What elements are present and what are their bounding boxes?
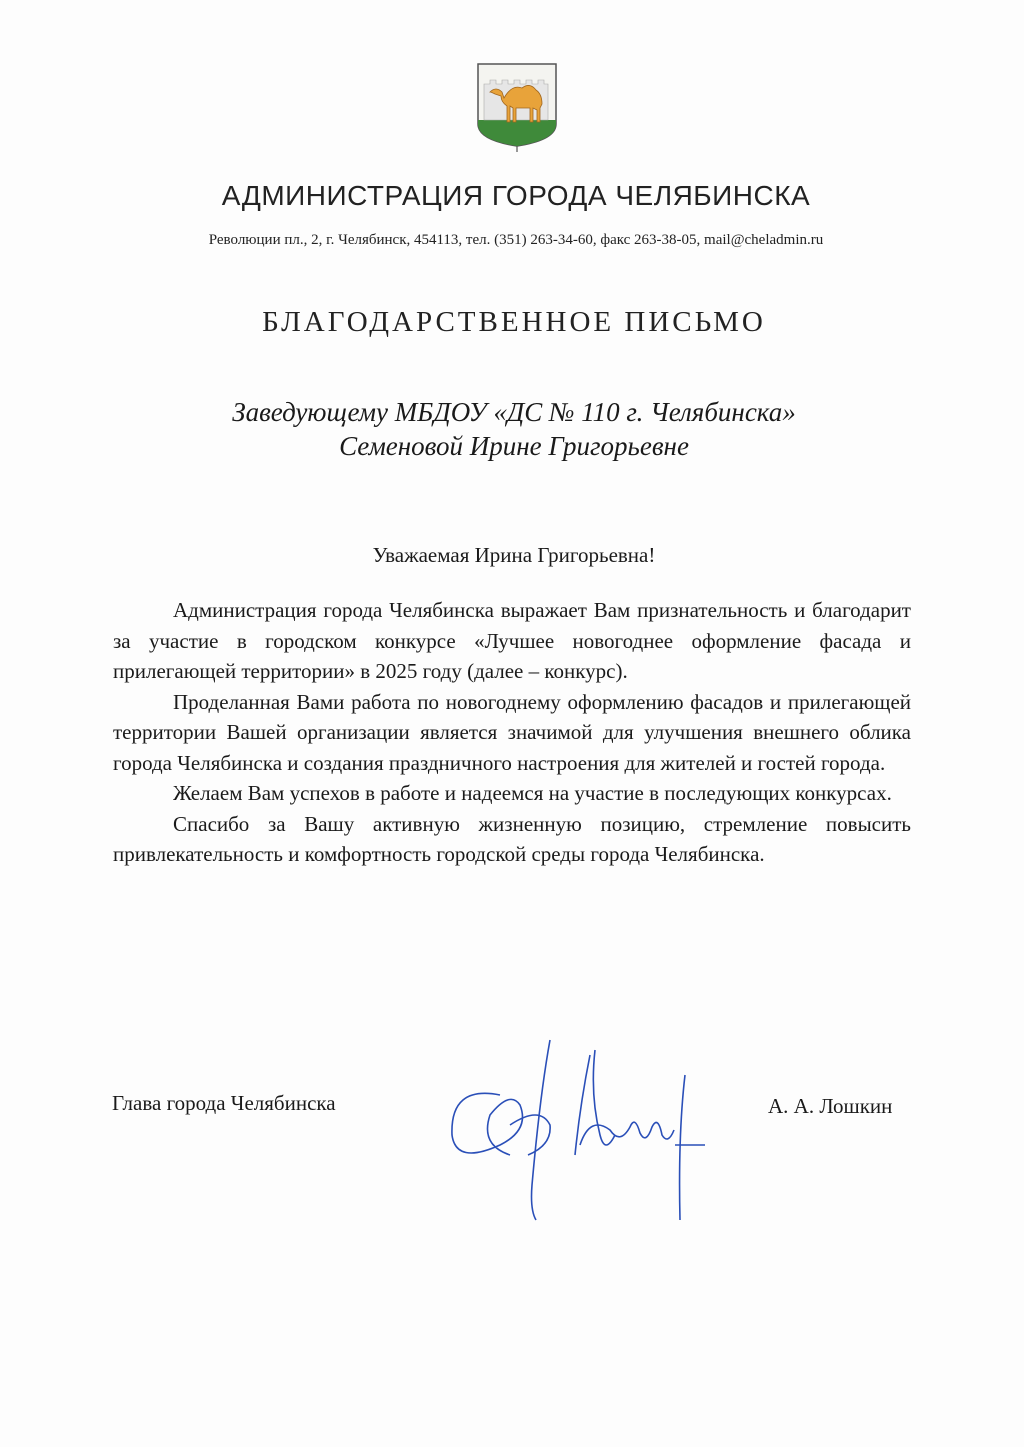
handwritten-signature-icon xyxy=(440,1035,720,1225)
organization-name: АДМИНИСТРАЦИЯ ГОРОДА ЧЕЛЯБИНСКА xyxy=(221,180,811,211)
recipient-line-1: Заведующему МБДОУ «ДС № 110 г. Челябинска» xyxy=(232,397,796,427)
chelyabinsk-coat-of-arms-icon xyxy=(476,62,558,154)
signatory-position: Глава города Челябинска xyxy=(112,1091,336,1115)
organization-address: Революции пл., 2, г. Челябинск, 454113, тел. (351) 263-34-60, факс 263-38-05, mail@cheladmin.ru xyxy=(208,232,824,248)
body-paragraph: Желаем Вам успехов в работе и надеемся на участие в последующих конкурсах. xyxy=(173,781,892,805)
signatory-name: А. А. Лошкин xyxy=(768,1094,893,1118)
document-title: БЛАГОДАРСТВЕННОЕ ПИСЬМО xyxy=(262,306,766,338)
body-paragraph: Проделанная Вами работа по новогоднему оформлению фасадов и прилегающей территории Вашей организации является значимой для улучшения внешнего облика города Челябинска и создания праздничного настроения для жителей и гостей города. xyxy=(113,689,911,775)
letter-body xyxy=(113,595,911,870)
recipient-line-2: Семеновой Ирине Григорьевне xyxy=(339,431,689,461)
recipient-block xyxy=(0,395,1024,463)
greeting: Уважаемая Ирина Григорьевна! xyxy=(372,543,656,567)
body-paragraph: Администрация города Челябинска выражает Вам признательность и благодарит за участие в городском конкурсе «Лучшее новогоднее оформление фасада и прилегающей территории» в 2025 году (далее – конкурс). xyxy=(113,598,911,683)
body-paragraph: Спасибо за Вашу активную жизненную позицию, стремление повысить привлекательность и комфортность городской среды города Челябинска. xyxy=(113,811,911,866)
